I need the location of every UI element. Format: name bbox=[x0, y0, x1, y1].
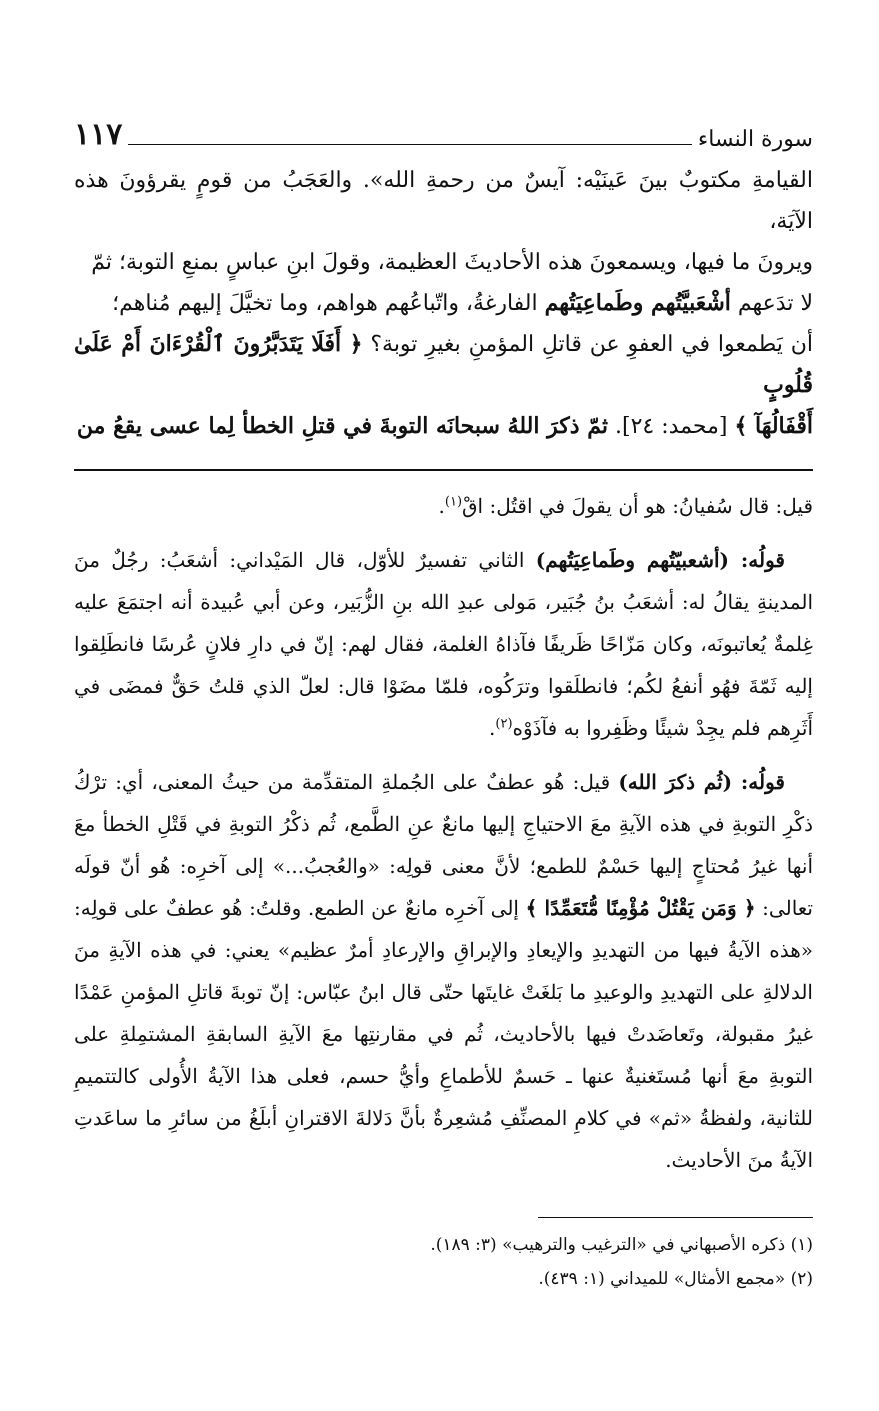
commentary-separator bbox=[74, 469, 813, 471]
footnote-ref[interactable]: (١) bbox=[444, 494, 463, 510]
commentary-text: إلى آخرِه مانعٌ عن الطمع. وقلتُ: هُو عطفٌ على قولِه: «هذه الآيةُ فيها من التهديدِ والإيعادِ والإبراقِ والإرعادِ أمرٌ عظيم» يعني: في هذه الآيةِ منَ الدلالةِ على التهديدِ والوعيدِ ما بَلغَتْ غايتَها حتّى قال ابنُ عبّاس: إنّ توبةَ قاتلِ المؤمنِ عَمْدًا غيرُ مقبولة، وتَعاضَدتْ فيها بالأحاديث، ثُم في مقارنتِها معَ الآيةِ السابقةِ المشتمِلةِ على التوبةِ معَ أنها مُستَغنيةٌ عنها ـ حَسمٌ للأطماعِ وأيُّ حسم، فعلى هذا الآيةُ الأُولى كالتتميمِ للثانية، ولفظةُ «ثم» في كلامِ المصنِّفِ مُشعِرةٌ بأنَّ دَلالةَ الاقترانِ أبلَغُ من سائرِ ما ساعَدتِ الآيةُ منَ الأحاديث. bbox=[74, 896, 813, 1172]
footnote: (١) ذكره الأصبهاني في «الترغيب والترهيب» (٣: ١٨٩). bbox=[430, 1235, 813, 1255]
page-header bbox=[74, 116, 813, 152]
quran-verse: ﴿ وَمَن يَقْتُلْ مُؤْمِنًا مُّتَعَمِّدًا ﴾ bbox=[525, 896, 756, 920]
quran-verse: ﴿ أَفَلَا يَتَدَبَّرُونَ ٱلْقُرْءَانَ أَمْ عَلَىٰ قُلُوبٍ bbox=[74, 331, 813, 398]
footnote-ref[interactable]: (٢) bbox=[495, 716, 513, 732]
main-text-emphasis: ثمّ ذكرَ اللهُ سبحانَه التوبةَ في قتلِ الخطأ لِما عسى يقعُ من bbox=[76, 413, 608, 439]
header-rule bbox=[128, 144, 692, 145]
main-text-line bbox=[74, 283, 813, 324]
commentary bbox=[74, 485, 813, 1181]
commentary-text: . bbox=[489, 716, 496, 740]
surah-title: سورة النساء bbox=[697, 127, 813, 152]
main-text-line bbox=[74, 324, 813, 406]
main-text-line bbox=[74, 160, 813, 242]
main-text-segment: القيامةِ مكتوبٌ بينَ عَينَيْه: آيسٌ من رحمةِ الله». والعَجَبُ من قومٍ يقرؤونَ هذه الآيَة، bbox=[74, 168, 813, 234]
commentary-lemma: قولُه: (ثُم ذكرَ الله) bbox=[618, 770, 785, 794]
footnotes bbox=[74, 1228, 813, 1296]
main-text-emphasis: أشْعَبيَّتُهم وطَماعِيَتُهم bbox=[544, 290, 731, 316]
main-text-segment: الفارغةُ، واتّباعُهم هواهم، وما تخيَّلَ إليهم مُناهم؛ bbox=[112, 291, 545, 316]
commentary-paragraph bbox=[74, 485, 813, 527]
main-text-line bbox=[74, 406, 813, 447]
commentary-paragraph bbox=[74, 761, 813, 1181]
footnote-rule bbox=[538, 1217, 813, 1218]
commentary-paragraph bbox=[74, 539, 813, 749]
quran-verse: أَقْفَالُهَآ ﴾ bbox=[734, 413, 813, 439]
main-text bbox=[74, 160, 813, 447]
page-number: ١١٧ bbox=[74, 117, 123, 152]
commentary-lemma: قولُه: (أشعبيّتُهم وطَماعِيَتُهم) bbox=[535, 548, 785, 572]
commentary-text: قيل: قال سُفيانُ: هو أن يقولَ في اقتُل: اقْ bbox=[462, 494, 813, 518]
main-text-segment: ويرونَ ما فيها، ويسمعونَ هذه الأحاديثَ العظيمة، وقولَ ابنِ عباسٍ بمنعِ التوبة؛ ثمّ bbox=[91, 250, 813, 275]
main-text-segment: لا تدَعهم bbox=[730, 291, 813, 316]
commentary-text: الثاني تفسيرٌ للأوّل، قال المَيْداني: أشعَبُ: رجُلٌ منَ المدينةِ يقالُ له: أشعَبُ بنُ جُبَير، مَولى عبدِ الله بنِ الزُّبَير، وعن أبي عُبيدة أنه اجتمَعَ عليه غِلمةٌ يُعاتبونَه، وكان مَزّاحًا ظَريفًا فآذاهُ الغلمة، فقال لهم: إنّ في دارِ فلانٍ عُرسًا فانطَلِقوا إليه ثَمّةَ فهُو أنفعُ لكُم؛ فانطلَقوا وترَكُوه، فلمّا مضَوْا قال: لعلّ الذي قلتُ حَقٌّ فمضَى في أَثَرِهم فلم يجِدْ شيئًا وظَفِروا به فآذَوْه bbox=[74, 548, 813, 740]
verse-citation: [محمد: ٢٤]. bbox=[607, 414, 735, 439]
main-text-line bbox=[74, 242, 813, 283]
commentary-text: . bbox=[438, 494, 445, 518]
main-text-segment: أن يَطمعوا في العفوِ عن قاتلِ المؤمنِ بغيرِ توبة؟ bbox=[362, 332, 814, 357]
footnote: (٢) «مجمع الأمثال» للميداني (١: ٤٣٩). bbox=[538, 1269, 813, 1289]
commentary-text: قيل: هُو عطفٌ على الجُملةِ المتقدِّمة من حيثُ المعنى، أي: ترْكُ ذكْرِ التوبةِ في هذه الآيةِ معَ الاحتياجِ إليها مانعٌ عنِ الطَّمع، ثُم ذكْرُ التوبةِ في قَتْلِ الخطأ معَ أنها غيرُ مُحتاجٍ إليها حَسْمٌ للطمع؛ لأنَّ معنى قولِه: «والعُجبُ...» إلى آخرِه: هُو أنّ قولَه تعالى: bbox=[74, 770, 813, 920]
